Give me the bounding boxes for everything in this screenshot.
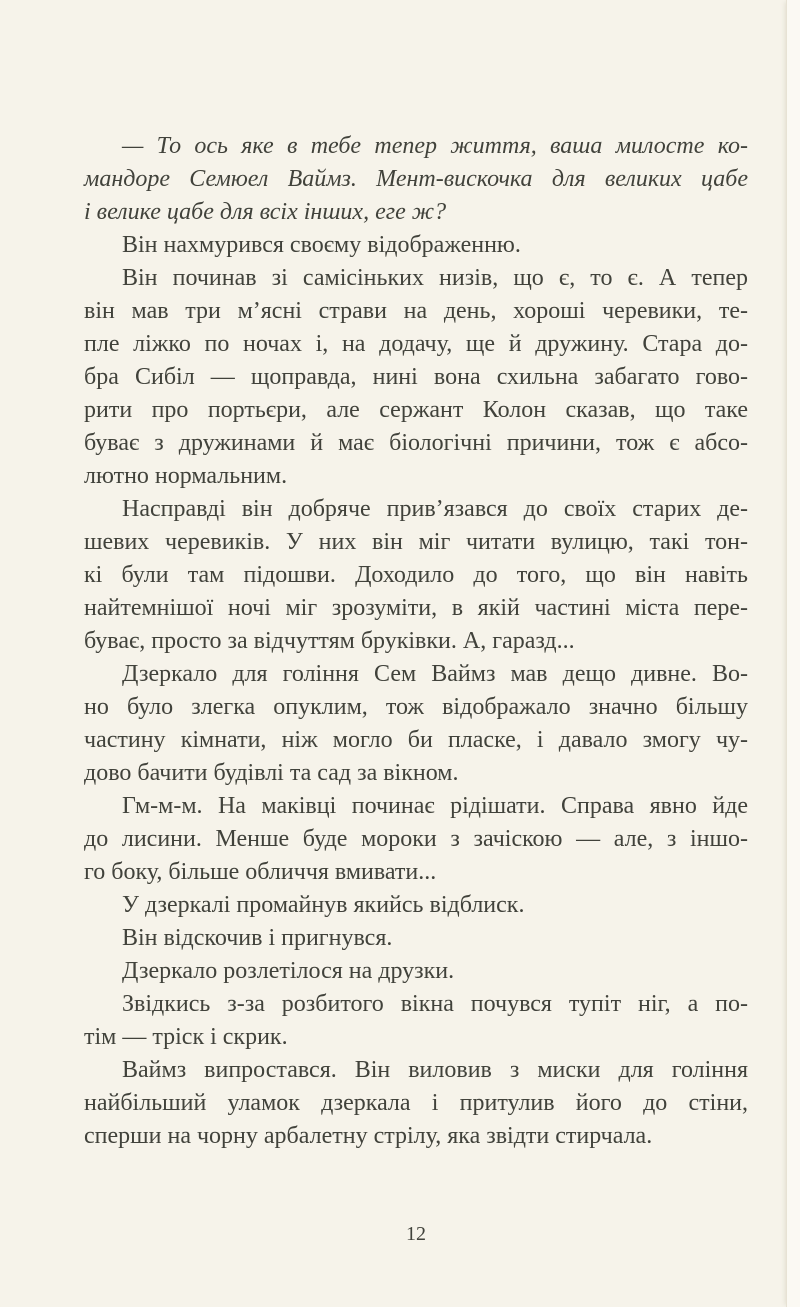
text-line: Ваймз випростався. Він виловив з миски для гоління: [122, 1057, 748, 1083]
text-line: тім — тріск і скрик.: [84, 1024, 288, 1050]
paragraph: [84, 988, 748, 1054]
text-line: частину кімнати, ніж могло би пласке, і давало змогу чу-: [84, 727, 748, 753]
text-line: Гм-м-м. На маківці починає рідішати. Справа явно йде: [122, 793, 748, 819]
paragraph: [84, 658, 748, 790]
page-edge: [786, 0, 800, 1307]
paragraph: [84, 955, 748, 988]
text-line: лютно нормальним.: [84, 463, 288, 489]
paragraph: [84, 889, 748, 922]
text-line: рити про портьєри, але сержант Колон сказав, що таке: [84, 397, 748, 423]
paragraph: [84, 262, 748, 493]
text-line: буває з дружинами й має біологічні причини, тож є абсо-: [84, 430, 748, 456]
text-line: дово бачити будівлі та сад за вікном.: [84, 760, 459, 786]
text-line: Він відскочив і пригнувся.: [122, 925, 393, 951]
text-line: Він починав зі самісіньких низів, що є, то є. А тепер: [122, 265, 748, 291]
text-line: найтемнішої ночі міг зрозуміти, в якій частині міста пере-: [84, 595, 748, 621]
text-line: Звідкись з-за розбитого вікна почувся тупіт ніг, а по-: [122, 991, 748, 1017]
paragraph: [84, 922, 748, 955]
paragraph: [84, 229, 748, 262]
paragraph: [84, 493, 748, 658]
text-line: мандоре Семюел Ваймз. Мент-вискочка для великих цабе: [84, 166, 748, 192]
text-line: сперши на чорну арбалетну стрілу, яка звідти стирчала.: [84, 1123, 653, 1149]
page-number: 12: [406, 1223, 426, 1245]
text-line: — То ось яке в тебе тепер життя, ваша милосте ко-: [122, 133, 748, 159]
text-line: Він нахмурився своєму відображенню.: [122, 232, 521, 258]
text-line: Дзеркало для гоління Сем Ваймз мав дещо дивне. Во-: [122, 661, 748, 687]
text-line: го боку, більше обличчя вмивати...: [84, 859, 437, 885]
text-line: У дзеркалі промайнув якийсь відблиск.: [122, 892, 525, 918]
text-line: найбільший уламок дзеркала і притулив його до стіни,: [84, 1090, 748, 1116]
text-line: шевих черевиків. У них він міг читати вулицю, такі тон-: [84, 529, 748, 555]
body-text: [84, 130, 748, 1153]
text-line: буває, просто за відчуттям бруківки. А, гаразд...: [84, 628, 575, 654]
text-line: до лисини. Менше буде мороки з зачіскою — але, з іншо-: [84, 826, 748, 852]
text-line: но було злегка опуклим, тож відображало значно більшу: [84, 694, 748, 720]
text-line: Насправді він добряче прив’язався до своїх старих де-: [122, 496, 748, 522]
text-line: пле ліжко по ночах і, на додачу, ще й дружину. Стара до-: [84, 331, 748, 357]
paragraph: [84, 790, 748, 889]
text-line: бра Сибіл — щоправда, нині вона схильна забагато гово-: [84, 364, 748, 390]
text-line: кі були там підошви. Доходило до того, що він навіть: [84, 562, 748, 588]
text-line: він мав три м’ясні страви на день, хороші черевики, те-: [84, 298, 748, 324]
text-line: і велике цабе для всіх інших, еге ж?: [84, 199, 447, 225]
paragraph: [84, 130, 748, 229]
paragraph: [84, 1054, 748, 1153]
text-line: Дзеркало розлетілося на друзки.: [122, 958, 455, 984]
